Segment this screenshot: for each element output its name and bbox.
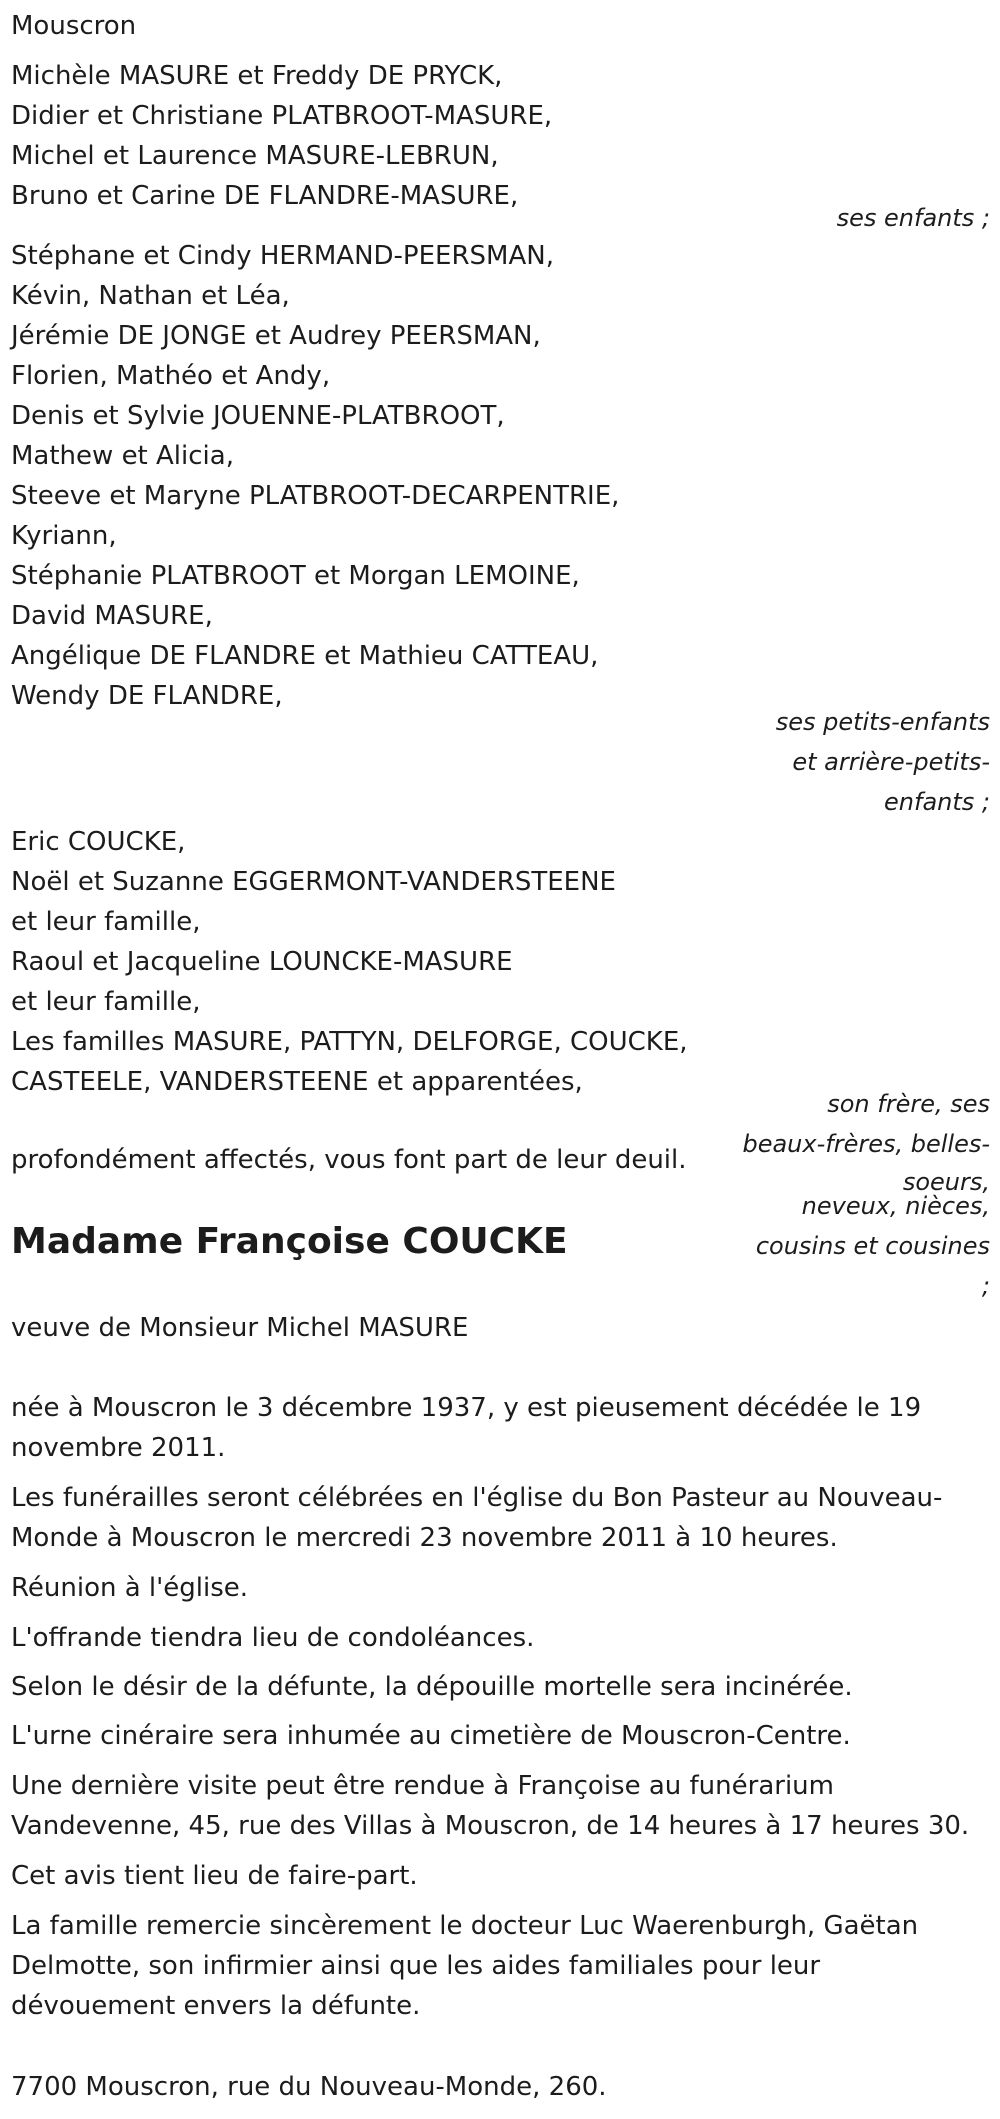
paragraph: Réunion à l'église.	[11, 1573, 249, 1603]
children-line: Didier et Christiane PLATBROOT-MASURE,	[11, 101, 553, 131]
grandchildren-line: Florien, Mathéo et Andy,	[11, 361, 331, 391]
grandchildren-line: Wendy DE FLANDRE,	[11, 681, 283, 711]
grandchildren-line: Steeve et Maryne PLATBROOT-DECARPENTRIE,	[11, 481, 620, 511]
relatives-line: CASTEELE, VANDERSTEENE et apparentées,	[11, 1067, 583, 1097]
grandchildren-line: Angélique DE FLANDRE et Mathieu CATTEAU,	[11, 641, 599, 671]
city-heading: Mouscron	[11, 11, 137, 41]
grandchildren-line: Kévin, Nathan et Léa,	[11, 281, 290, 311]
paragraph: Selon le désir de la défunte, la dépouille mortelle sera incinérée.	[11, 1672, 853, 1702]
relatives-role: cousins et cousines	[755, 1232, 990, 1260]
relatives-line: et leur famille,	[11, 987, 201, 1017]
children-role: ses enfants ;	[836, 204, 990, 232]
children-line: Bruno et Carine DE FLANDRE-MASURE,	[11, 181, 519, 211]
paragraph: Cet avis tient lieu de faire-part.	[11, 1861, 418, 1891]
children-line: Michèle MASURE et Freddy DE PRYCK,	[11, 61, 503, 91]
paragraph: La famille remercie sincèrement le docteur Luc Waerenburgh, Gaëtan Delmotte, son infirmier ainsi que les aides familiales pour leur dévouement envers la défunte.	[11, 1911, 919, 2021]
relatives-role: son frère, ses	[827, 1090, 990, 1118]
grandchildren-line: Mathew et Alicia,	[11, 441, 234, 471]
grandchildren-line: Stéphanie PLATBROOT et Morgan LEMOINE,	[11, 561, 580, 591]
relatives-role: ;	[981, 1272, 990, 1300]
deceased-name: Madame Françoise COUCKE	[11, 1221, 568, 1262]
children-line: Michel et Laurence MASURE-LEBRUN,	[11, 141, 499, 171]
relatives-role: beaux-frères, belles-	[742, 1130, 990, 1158]
widow-of: veuve de Monsieur Michel MASURE	[11, 1313, 469, 1343]
relatives-role: neveux, nièces,	[801, 1192, 990, 1220]
grandchildren-line: Stéphane et Cindy HERMAND-PEERSMAN,	[11, 241, 554, 271]
paragraph: Une dernière visite peut être rendue à Françoise au funérarium Vandevenne, 45, rue des Villas à Mouscron, de 14 heures à 17 heures 30.	[11, 1771, 970, 1841]
relatives-line: Eric COUCKE,	[11, 827, 186, 857]
relatives-line: Les familles MASURE, PATTYN, DELFORGE, COUCKE,	[11, 1027, 688, 1057]
announcement: profondément affectés, vous font part de leur deuil.	[11, 1145, 687, 1175]
address: 7700 Mouscron, rue du Nouveau-Monde, 260.	[11, 2072, 607, 2102]
grandchildren-role: ses petits-enfants	[775, 708, 990, 736]
paragraph: L'urne cinéraire sera inhumée au cimetière de Mouscron-Centre.	[11, 1721, 851, 1751]
grandchildren-role: enfants ;	[884, 788, 990, 816]
grandchildren-role: et arrière-petits-	[792, 748, 990, 776]
grandchildren-line: Kyriann,	[11, 521, 117, 551]
paragraph: L'offrande tiendra lieu de condoléances.	[11, 1623, 535, 1653]
relatives-line: et leur famille,	[11, 907, 201, 937]
relatives-line: Raoul et Jacqueline LOUNCKE-MASURE	[11, 947, 513, 977]
relatives-role: soeurs,	[902, 1168, 990, 1196]
grandchildren-line: Jérémie DE JONGE et Audrey PEERSMAN,	[11, 321, 541, 351]
grandchildren-line: Denis et Sylvie JOUENNE-PLATBROOT,	[11, 401, 505, 431]
relatives-line: Noël et Suzanne EGGERMONT-VANDERSTEENE	[11, 867, 616, 897]
paragraph: Les funérailles seront célébrées en l'église du Bon Pasteur au Nouveau-Monde à Mouscron le mercredi 23 novembre 2011 à 10 heures.	[11, 1483, 943, 1553]
paragraph: née à Mouscron le 3 décembre 1937, y est pieusement décédée le 19 novembre 2011.	[11, 1393, 922, 1463]
grandchildren-line: David MASURE,	[11, 601, 213, 631]
